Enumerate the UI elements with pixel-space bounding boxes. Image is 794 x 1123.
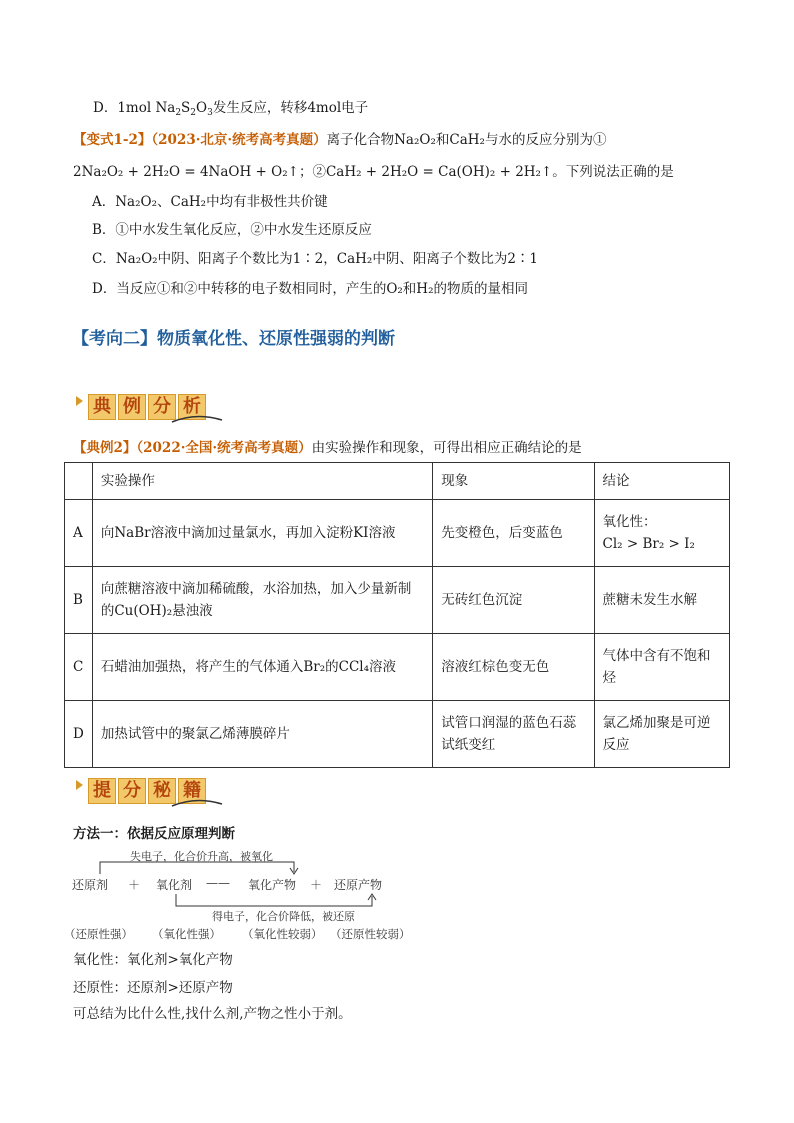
experiment-table (64, 462, 730, 768)
term-reduction-product: 还原产物 (334, 878, 383, 892)
table-row (65, 634, 730, 701)
row-id: A (65, 500, 93, 567)
term-plus: ＋ (310, 878, 323, 892)
sub-1: 2 (175, 108, 182, 118)
phen-cell (433, 500, 594, 567)
section-heading: 【考向二】物质氧化性、还原性强弱的判断 (72, 329, 395, 349)
variant-option-c: C．Na₂O₂中阴、阳离子个数比为1∶2，CaH₂中阴、阳离子个数比为2∶1 (92, 251, 539, 267)
cell-line: 蔗糖未发生水解 (602, 592, 698, 608)
phen-cell (433, 701, 594, 768)
banner-char: 例 (118, 394, 146, 420)
header-cell: 结论 (594, 463, 729, 500)
row-id: B (65, 567, 93, 634)
term-reductant: 还原剂 (72, 878, 109, 892)
row-id: C (65, 634, 93, 701)
variant-stem-line2: 2Na₂O₂ + 2H₂O = 4NaOH + O₂↑；②CaH₂ + 2H₂O = Ca(OH)₂ + 2H₂↑。下列说法正确的是 (73, 164, 674, 180)
variant-tag: 【变式1-2】（2023·北京·统考高考真题） (73, 132, 327, 148)
note-reduction-product: （还原性较弱） (330, 927, 411, 941)
gain-electron-label: 得电子，化合价降低，被还原 (212, 910, 355, 923)
cell-line: 先变橙色，后变蓝色 (441, 525, 563, 541)
table-row (65, 500, 730, 567)
mid-2: O (196, 100, 208, 116)
phen-cell (433, 567, 594, 634)
cell-line: 气体中含有不饱和 (602, 648, 711, 664)
sub-3: 3 (207, 108, 213, 118)
cell-line: 向NaBr溶液中滴加过量氯水，再加入淀粉KI溶液 (100, 525, 396, 541)
banner-char: 提 (88, 778, 116, 804)
banner-char: 秘 (148, 778, 176, 804)
example-stem-text: 由实验操作和现象，可得出相应正确结论的是 (311, 440, 582, 456)
lose-electron-label: 失电子，化合价升高，被氧化 (130, 850, 273, 863)
example-stem (73, 436, 582, 456)
cell-line: 烃 (602, 670, 617, 686)
conc-cell (594, 500, 729, 567)
option-d-prefix: D．1mol Na (93, 100, 176, 116)
cell-line: 的Cu(OH)₂悬浊液 (100, 603, 213, 619)
op-cell (92, 701, 432, 768)
cell-line: Cl₂ > Br₂ > I₂ (602, 536, 695, 552)
table-row (65, 567, 730, 634)
speaker-icon (76, 780, 83, 790)
variant-option-a: A．Na₂O₂、CaH₂中均有非极性共价键 (92, 194, 328, 210)
cell-line: 加热试管中的聚氯乙烯薄膜碎片 (100, 726, 290, 742)
note-reductant: （还原性强） (64, 927, 133, 941)
header-cell: 现象 (433, 463, 594, 500)
redox-diagram (64, 846, 412, 944)
banner-tifen-miji (74, 772, 214, 806)
op-cell (92, 500, 432, 567)
op-cell (92, 634, 432, 701)
rule-reducing: 还原性：还原剂>还原产物 (73, 980, 233, 996)
cell-line: 无砖红色沉淀 (441, 592, 523, 608)
rule-oxidizing: 氧化性：氧化剂>氧化产物 (73, 952, 233, 968)
cell-line: 氧化性： (602, 514, 657, 530)
cell-line: 向蔗糖溶液中滴加稀硫酸，水浴加热，加入少量新制 (100, 581, 412, 597)
cell-line: 试管口润湿的蓝色石蕊 (441, 715, 577, 731)
banner-char: 籍 (178, 778, 206, 804)
term-yields: —— (206, 876, 230, 890)
op-cell (92, 567, 432, 634)
conc-cell (594, 634, 729, 701)
option-d-line (93, 96, 368, 118)
banner-char: 分 (148, 394, 176, 420)
variant-option-b: B．①中水发生氧化反应，②中水发生还原反应 (92, 222, 372, 238)
variant-option-d: D．当反应①和②中转移的电子数相同时，产生的O₂和H₂的物质的量相同 (92, 281, 528, 297)
cell-line: 反应 (602, 737, 630, 753)
note-oxidant: （氧化性强） (152, 927, 221, 941)
cell-line: 氯乙烯加聚是可逆 (602, 715, 711, 731)
sub-2: 2 (190, 108, 197, 118)
phen-cell (433, 634, 594, 701)
cell-line: 溶液红棕色变无色 (441, 659, 550, 675)
method-title: 方法一：依据反应原理判断 (73, 826, 235, 842)
term-oxidant: 氧化剂 (156, 878, 193, 892)
variant-stem-line1 (73, 128, 606, 148)
row-id: D (65, 701, 93, 768)
rule-summary: 可总结为比什么性,找什么剂,产物之性小于剂。 (73, 1006, 352, 1022)
example-tag: 【典例2】（2022·全国·统考高考真题） (73, 440, 312, 456)
banner-char: 典 (88, 394, 116, 420)
conc-cell (594, 567, 729, 634)
header-cell: 实验操作 (92, 463, 432, 500)
cell-line: 试纸变红 (441, 737, 496, 753)
header-cell (65, 463, 93, 500)
swoosh-icon (170, 798, 224, 808)
banner-char: 析 (178, 394, 206, 420)
swoosh-icon (170, 414, 224, 424)
term-plus: ＋ (128, 878, 141, 892)
speaker-icon (76, 396, 83, 406)
option-d-suffix: 发生反应，转移4mol电子 (212, 100, 369, 116)
note-oxidation-product: （氧化性较弱） (242, 927, 323, 941)
banner-char: 分 (118, 778, 146, 804)
term-oxidation-product: 氧化产物 (248, 878, 297, 892)
table-row (65, 701, 730, 768)
mid-1: S (181, 100, 191, 116)
variant-stem-1: 离子化合物Na₂O₂和CaH₂与水的反应分别为① (326, 132, 607, 148)
cell-line: 石蜡油加强热，将产生的气体通入Br₂的CCl₄溶液 (100, 659, 397, 675)
conc-cell (594, 701, 729, 768)
table-header-row (65, 463, 730, 500)
banner-dianli-fenxi (74, 388, 214, 422)
